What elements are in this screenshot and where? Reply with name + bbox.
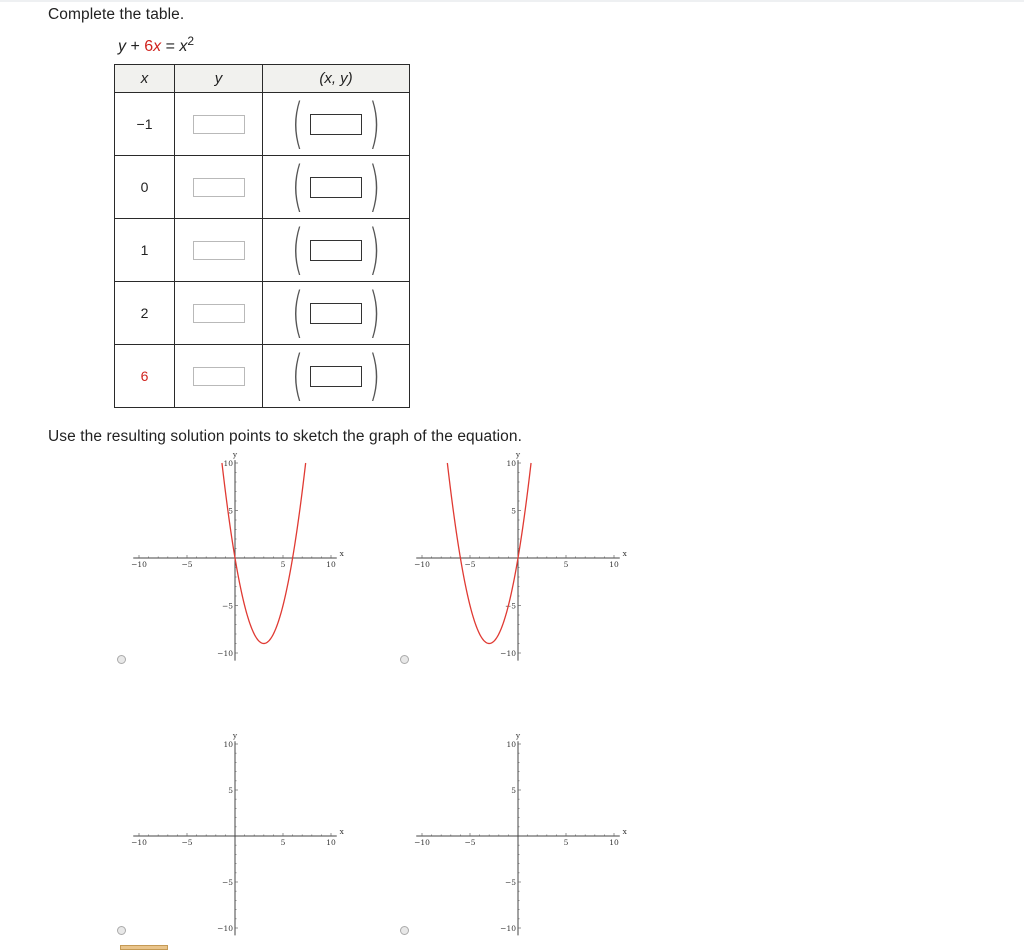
pair-group	[287, 281, 385, 344]
eq-plus: +	[130, 38, 140, 55]
pair-group	[287, 92, 385, 155]
y-axis-label: y	[515, 450, 521, 460]
x-axis-label: x	[622, 827, 627, 836]
eq-exponent: 2	[187, 34, 195, 48]
table-row	[115, 282, 410, 345]
instruction-complete: Complete the table.	[48, 6, 185, 23]
x-axis-label: x	[622, 549, 627, 558]
header-x: x	[115, 65, 175, 93]
y-tick-label: 10	[506, 459, 516, 468]
table-row	[115, 345, 410, 408]
equation	[118, 34, 194, 56]
y-input[interactable]	[193, 178, 245, 197]
header-pair: (x, y)	[263, 65, 410, 93]
close-paren-icon: )	[368, 92, 381, 155]
y-axis-label: y	[232, 731, 238, 741]
y-tick-label: 5	[228, 506, 233, 516]
eq-equals: =	[165, 38, 175, 55]
y-tick-label: −5	[504, 601, 516, 611]
x-tick-label: −5	[464, 838, 476, 847]
y-axis-label: y	[232, 450, 238, 460]
x-tick-label: −10	[131, 560, 147, 569]
y-tick-label: −10	[217, 924, 233, 933]
x-axis-label: x	[339, 827, 344, 836]
x-tick-label: 5	[563, 838, 569, 847]
y-tick-label: −10	[500, 924, 516, 933]
eq-x: x	[153, 38, 162, 55]
instruction-sketch: Use the resulting solution points to sketch the graph of the equation.	[48, 428, 523, 445]
y-tick-label: 10	[506, 740, 516, 749]
x-tick-label: −10	[414, 560, 430, 569]
x-tick-label: 5	[563, 560, 569, 569]
pair-input[interactable]	[310, 240, 362, 261]
x-tick-label: −10	[414, 838, 430, 847]
top-divider	[0, 0, 1024, 2]
radio-option-C[interactable]	[117, 926, 126, 935]
y-axis-label: y	[515, 731, 521, 741]
x-value: 1	[140, 242, 149, 258]
x-tick-label: 5	[280, 838, 286, 847]
y-input[interactable]	[193, 304, 245, 323]
y-tick-label: 10	[223, 740, 233, 749]
y-input[interactable]	[193, 115, 245, 134]
y-tick-label: −10	[217, 649, 233, 658]
eq-coef: 6	[144, 38, 154, 55]
open-paren-icon: (	[291, 155, 304, 218]
pair-input[interactable]	[310, 114, 362, 135]
graph-option-A	[120, 448, 350, 658]
table-row	[115, 156, 410, 219]
x-axis-label: x	[339, 549, 344, 558]
x-value: 6	[140, 368, 149, 384]
y-tick-label: 5	[511, 786, 516, 795]
x-tick-label: 10	[326, 560, 336, 569]
open-paren-icon: (	[291, 218, 304, 281]
x-tick-label: 10	[326, 838, 336, 847]
close-paren-icon: )	[368, 344, 381, 407]
radio-option-B[interactable]	[400, 655, 409, 664]
x-tick-label: 5	[280, 560, 286, 569]
y-input[interactable]	[193, 241, 245, 260]
y-tick-label: 5	[228, 786, 233, 795]
graph-option-D	[403, 718, 633, 933]
x-value: 2	[140, 305, 149, 321]
table-row	[115, 93, 410, 156]
y-tick-label: −5	[504, 878, 516, 887]
solution-table	[114, 64, 410, 408]
x-tick-label: 10	[609, 560, 619, 569]
open-paren-icon: (	[291, 281, 304, 344]
eq-y: y	[118, 38, 126, 55]
x-tick-label: 10	[609, 838, 619, 847]
close-paren-icon: )	[368, 155, 381, 218]
pair-input[interactable]	[310, 303, 362, 324]
pair-group	[287, 218, 385, 281]
y-tick-label: −10	[500, 649, 516, 658]
open-paren-icon: (	[291, 344, 304, 407]
table-row	[115, 219, 410, 282]
x-value: 0	[140, 179, 149, 195]
x-tick-label: −5	[464, 560, 476, 569]
y-tick-label: 5	[511, 506, 516, 516]
open-paren-icon: (	[291, 92, 304, 155]
graph-option-B	[403, 448, 633, 658]
y-tick-label: −5	[221, 601, 233, 611]
x-tick-label: −10	[131, 838, 147, 847]
pair-input[interactable]	[310, 177, 362, 198]
header-y: y	[175, 65, 263, 93]
pair-group	[287, 155, 385, 218]
graph-option-C	[120, 718, 350, 933]
close-paren-icon: )	[368, 281, 381, 344]
eq-rhs: x	[179, 38, 188, 55]
x-tick-label: −5	[181, 560, 193, 569]
close-paren-icon: )	[368, 218, 381, 281]
y-tick-label: 10	[223, 459, 233, 468]
x-value: −1	[136, 116, 153, 132]
radio-option-D[interactable]	[400, 926, 409, 935]
y-tick-label: −5	[221, 878, 233, 887]
radio-option-A[interactable]	[117, 655, 126, 664]
y-input[interactable]	[193, 367, 245, 386]
next-button[interactable]	[120, 945, 168, 950]
x-tick-label: −5	[181, 838, 193, 847]
pair-group	[287, 344, 385, 407]
pair-input[interactable]	[310, 366, 362, 387]
